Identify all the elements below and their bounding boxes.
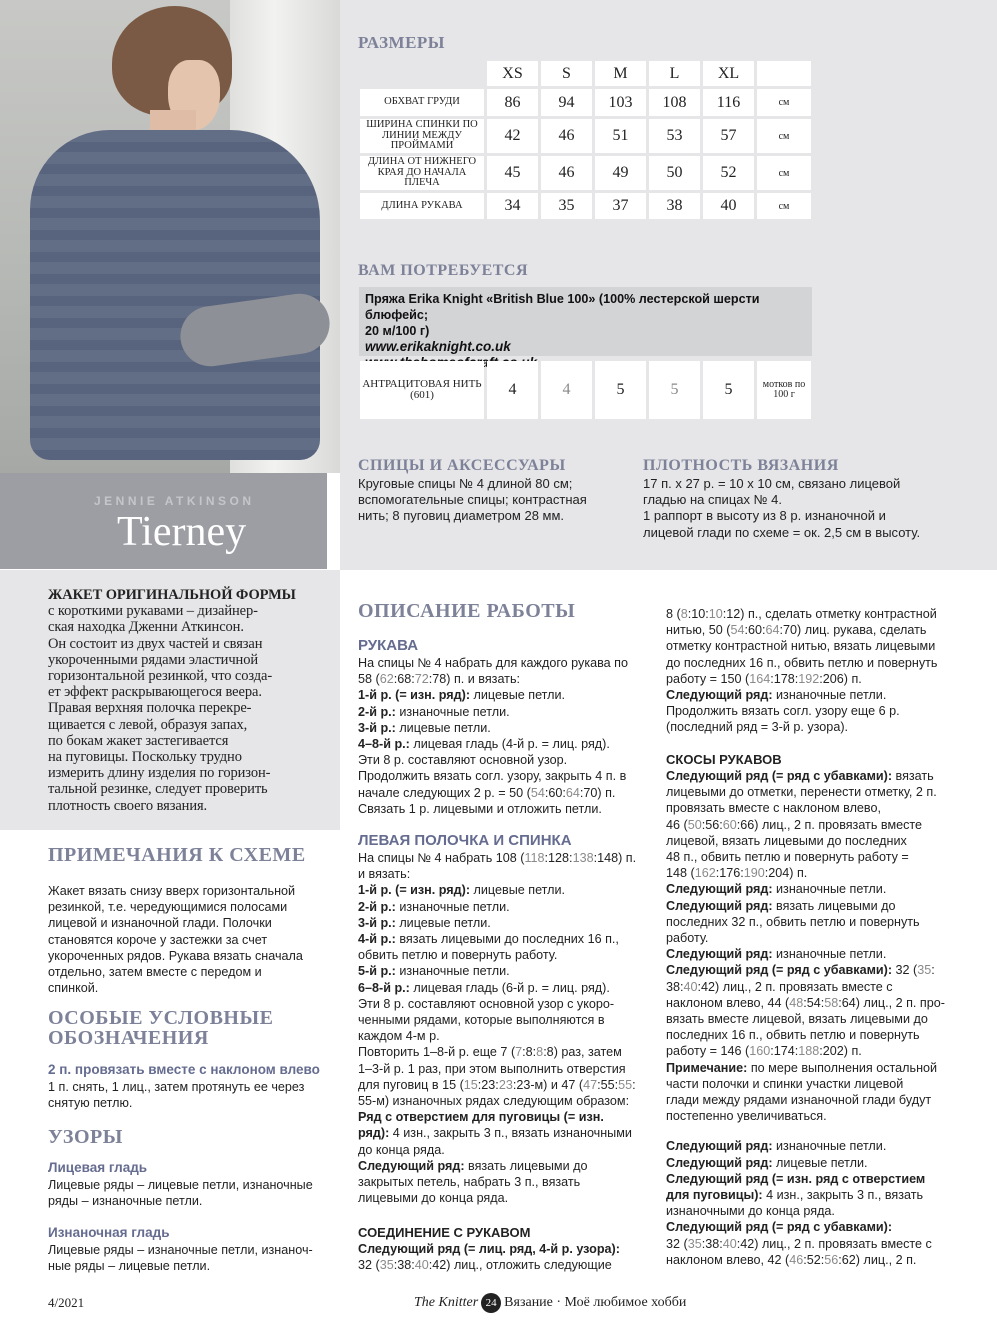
text-line: вспомогательные спицы; контрастная [358,492,587,508]
shaping-title: СКОСЫ РУКАВОВ [666,752,782,767]
yarn-line: 20 м/100 г) [365,324,430,338]
footer-credit [414,1293,686,1313]
intro-line: Он состоит из двух частей и связан [48,635,263,652]
text-line: лицевой глади по схеме = ок. 2,5 см в высоту. [643,524,921,540]
issue-number: 4/2021 [48,1295,85,1310]
skein-count: 5 [595,361,646,419]
cell: 42 [487,119,538,153]
text-line: Жакет вязать снизу вверх горизонтальной [48,884,296,898]
yarn-color: АНТРАЦИТОВАЯ НИТЬ (601) [360,361,484,419]
cell: 38 [649,193,700,219]
skein-unit: мотков по 100 г [757,361,811,419]
skein-count: 5 [703,361,754,419]
pattern-title: Tierney [117,509,247,555]
text-line: спинкой. [48,981,99,996]
cell: 35 [541,193,592,219]
knitted-jacket [30,130,320,460]
text-line: резинкой, т.е. чередующимися полосами [48,900,288,915]
pattern-name: Изнаночная гладь [48,1225,170,1240]
cell: 49 [595,156,646,190]
text-line: Лицевые ряды – изнаночные петли, изнаноч- [48,1243,313,1257]
row-label: ОБХВАТ ГРУДИ [360,89,484,116]
join-text: Следующий ряд (= лиц. ряд, 4-й р. узора): 32 (35:38:40:42) лиц., отложить следующие [358,1242,620,1273]
text-line: Круговые спицы № 4 длиной 80 см; [358,476,573,491]
unit: см [757,89,811,116]
intro-line: ская находка Дженни Аткинсон. [48,619,244,636]
cell: 103 [595,89,646,116]
text-line: гладью на спицах № 4. [643,492,783,508]
cell: 50 [649,156,700,190]
cell: 46 [541,156,592,190]
cell: 46 [541,119,592,153]
unit: см [757,193,811,219]
row-label: ДЛИНА РУКАВА [360,193,484,219]
skein-count: 4 [487,361,538,419]
text-line: нить; 8 пуговиц диаметром 28 мм. [358,508,565,524]
text-line: ные ряды – лицевые петли. [48,1259,211,1274]
cell: 116 [703,89,754,116]
designer-name: JENNIE ATKINSON [94,494,255,508]
notes-text [48,883,338,996]
cell: 108 [649,89,700,116]
intro-line: ет эффект раскрывающегося веера. [48,684,262,701]
text-line: 1 раппорт в высоту из 8 р. изнаночной и [643,508,886,524]
yarn-table [357,358,814,422]
sleeves-text: На спицы № 4 набрать для каждого рукава по 58 (62:68:72:78) п. и вязать: 1-й р. (= изн. ряд): лицевые петли. 2-й р.: изнаночные петли. 3-й р.: лицевые петли. 4–8-й р.: лицевая гладь (4-й р. = лиц. ряд). Эти 8 р. составляют основной узор. Продолжить вязать согл. узору, закрыть 4 п. в начале следующих 2 р. = 50 (54:60:64:70) п. Связать 1 р. лицевыми и отложить петли. [358,656,628,816]
magazine-name: The Knitter [414,1295,479,1311]
cell: 34 [487,193,538,219]
materials-title: ВАМ ПОТРЕБУЕТСЯ [358,262,529,279]
size-header: L [649,61,700,86]
intro-line: укороченными рядами эластичной [48,651,259,668]
intro-line: по бокам жакет застегивается [48,732,229,749]
cell: 51 [595,119,646,153]
patterns-title: УЗОРЫ [48,1126,123,1148]
text-line: 1 п. снять, 1 лиц., затем протянуть ее через [48,1080,305,1094]
intro-line: с короткими рукавами – дизайнер- [48,603,258,620]
pattern-text [48,1242,338,1274]
cell: 53 [649,119,700,153]
text-line: становятся короче у застежки за счет [48,932,268,947]
join-text-cont: 8 (8:10:10:12) п., сделать отметку контрастной нитью, 50 (54:60:64:70) лиц. рукава, сделать отметку контрастной нитью, вязать лицевыми до последних 16 п., обвить петлю и повернуть работу = 150 (164:178:192:206) п. Следующий ряд: изнаночные петли. Продолжить вязать согл. узору еще 6 р. (последний ряд = 3-й р. узора). [666,607,938,735]
size-header: XS [487,61,538,86]
cell: 40 [703,193,754,219]
unit: см [757,156,811,190]
cell: 86 [487,89,538,116]
intro-line: горизонтальной резинкой, что созда- [48,668,273,685]
skein-count: 4 [541,361,592,419]
symbol-name: 2 п. провязать вместе с наклоном влево [48,1062,320,1077]
intro-line: Правая верхняя полочка перекре- [48,700,252,717]
size-header: M [595,61,646,86]
unit: см [757,119,811,153]
cell: 45 [487,156,538,190]
title-line: ОБОЗНАЧЕНИЯ [48,1027,209,1049]
model-photo [0,0,340,473]
yarn-box [359,287,812,356]
sizes-title: РАЗМЕРЫ [358,33,445,52]
cell: 57 [703,119,754,153]
intro-text [48,587,333,814]
size-header: XL [703,61,754,86]
intro-line: измерить длину изделия по горизон- [48,765,271,782]
skein-count: 5 [649,361,700,419]
front-text: На спицы № 4 набрать 108 (118:128:138:148) п. и вязать: 1-й р. (= изн. ряд): лицевые петли. 2-й р.: изнаночные петли. 3-й р.: лицевые петли. 4-й р.: вязать лицевыми до последних 16 п., обвить петлю и повернуть работу. 5-й р.: изнаночные петли. 6–8-й р.: лицевая гладь (6-й р. = лиц. ряд). Эти 8 р. составляют основной узор с укоро- ченными рядами, которые выполняются в каждом 4-м р. Повторить 1–8-й р. еще 7 (7:8:8:8) раз, затем 1–3-й р. 1 раз, при этом выполнить отверстия для пуговиц в 15 (15:23:23:23-м) и 47 (47:55:55: 55-м) изнаночных рядах следующим образом: Ряд с отверстием для пуговицы (= изн. ряд): 4 изн., закрыть 3 п., вязать изнаночными до конца ряда. Следующий ряд: вязать лицевыми до закрытых петель, набрать 3 п., вязать лицевыми до конца ряда. [358,851,637,1206]
intro-line: плотность своего вязания. [48,797,208,814]
intro-line: тальной резинке, следует проверить [48,781,268,798]
notes-title: ПРИМЕЧАНИЯ К СХЕМЕ [48,844,306,866]
cell: 94 [541,89,592,116]
intro-line: щивается с левой, образуя запах, [48,716,248,733]
intro-lead: ЖАКЕТ ОРИГИНАЛЬНОЙ ФОРМЫ [48,587,296,603]
shaping-text: Следующий ряд (= ряд с убавками): вязать лицевыми до отметки, перенести отметку, 2 п. провязать вместе с наклоном влево, 46 (50:56:60:66) лиц., 2 п. провязать вместе лицевой, вязать лицевыми до последних 48 п., обвить петлю и повернуть работу = 148 (162:176:190:204) п. Следующий ряд: изнаночные петли. Следующий ряд: вязать лицевыми до последних 32 п., обвить петлю и повернуть работу. Следующий ряд: изнаночные петли. Следующий ряд (= ряд с убавками): 32 (35: 38:40:42) лиц., 2 п. провязать вместе с наклоном влево, 44 (48:54:58:64) лиц., 2 п. про- вязать вместе лицевой, вязать лицевыми до последних 16 п., обвить петлю и повернуть работу = 146 (160:174:188:202) п. Примечание: по мере выполнения остальной части полочки и спинки участки лицевой глади между рядами изнаночной глади будут постепенно увеличиваться. Следующий ряд: изнаночные петли. Следующий ряд: лицевые петли. Следующий ряд (= изн. ряд с отверстием для пуговицы): 4 изн., закрыть 3 п., вязать изнаночными до конца ряда. Следующий ряд (= ряд с убавками): 32 (35:38:40:42) лиц., 2 п. провязать вместе с наклоном влево, 42 (46:52:56:62) лиц., 2 п. [666,769,945,1267]
gauge-title: ПЛОТНОСТЬ ВЯЗАНИЯ [643,457,839,474]
join-title: СОЕДИНЕНИЕ С РУКАВОМ [358,1225,531,1240]
title-line: ОСОБЫЕ УСЛОВНЫЕ [48,1007,274,1029]
gauge-text [643,476,973,541]
text-line: отдельно, затем вместе с передом и [48,965,262,980]
symbols-title [48,1008,273,1048]
magazine-tagline: Вязание · Моё любимое хобби [504,1295,687,1311]
page-number: 24 [481,1293,501,1313]
size-header: S [541,61,592,86]
text-line: Лицевые ряды – лицевые петли, изнаночные [48,1178,313,1192]
front-title: ЛЕВАЯ ПОЛОЧКА И СПИНКА [358,832,572,849]
yarn-line: Пряжа Erika Knight «British Blue 100» (100% лестерской шерсти блюфейс; [365,292,760,322]
yarn-url: www.erikaknight.co.uk [365,339,511,354]
text-line: укороченных рядов. Рукава вязать сначала [48,948,303,963]
pattern-text [48,1177,338,1209]
pattern-name: Лицевая гладь [48,1160,148,1175]
text-line: 17 п. х 27 р. = 10 х 10 см, связано лицевой [643,476,901,491]
text-line: лицевой и изнаночной глади. Полочки [48,916,272,931]
needles-title: СПИЦЫ И АКСЕССУАРЫ [358,457,566,474]
sleeves-title: РУКАВА [358,637,419,654]
needles-text [358,476,628,525]
row-label: ШИРИНА СПИНКИ ПО ЛИНИИ МЕЖДУ ПРОЙМАМИ [360,119,484,153]
row-label: ДЛИНА ОТ НИЖНЕГО КРАЯ ДО НАЧАЛА ПЛЕЧА [360,156,484,190]
intro-line: на пуговицы. Поскольку трудно [48,749,242,766]
symbols-text [48,1079,338,1111]
cell: 37 [595,193,646,219]
text-line: ряды – изнаночные петли. [48,1194,203,1209]
sizes-table [357,58,814,222]
cell: 52 [703,156,754,190]
text-line: снятую петлю. [48,1096,133,1111]
work-title: ОПИСАНИЕ РАБОТЫ [358,600,576,622]
